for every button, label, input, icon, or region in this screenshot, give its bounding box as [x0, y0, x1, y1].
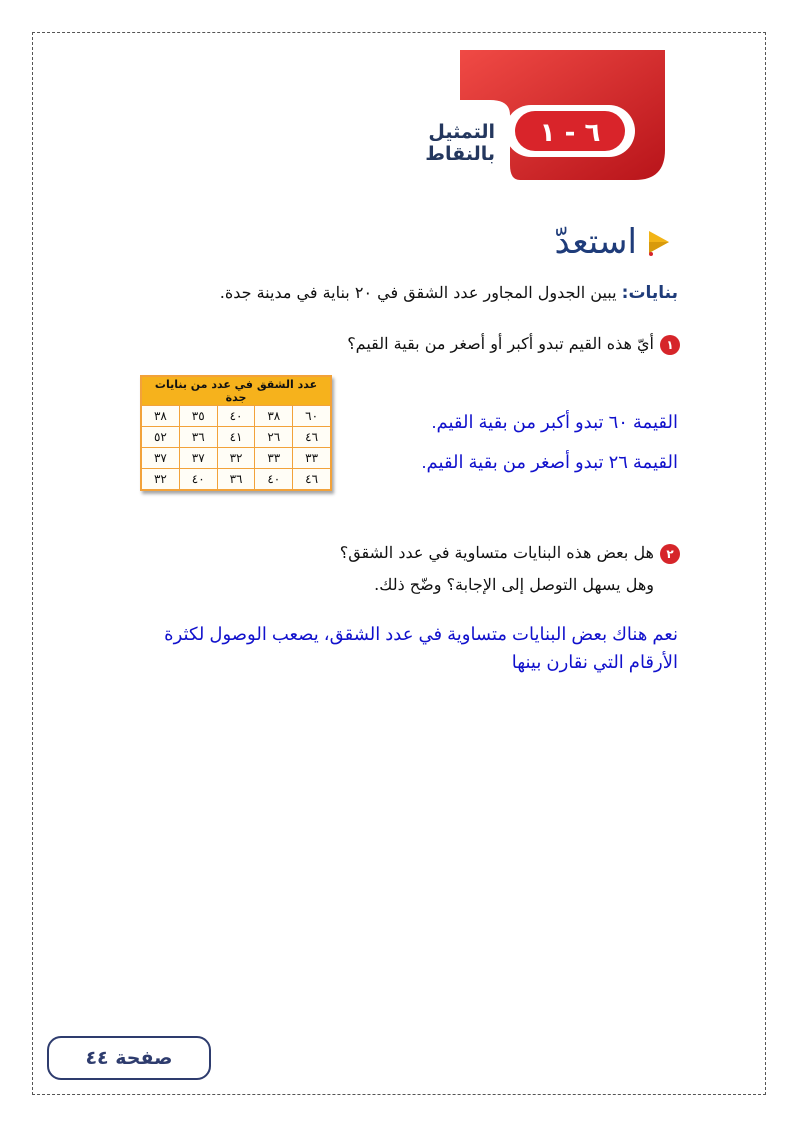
table-cell: ٣٦	[179, 427, 217, 448]
table-cell: ٣٢	[217, 448, 255, 469]
table-cell: ٣٨	[255, 406, 293, 427]
table-cell: ٤٠	[179, 469, 217, 491]
get-ready-heading	[555, 222, 673, 262]
page-number-box: صفحة ٤٤	[47, 1036, 211, 1080]
table-cell: ٣٦	[217, 469, 255, 491]
table-cell: ٦٠	[293, 406, 331, 427]
intro-text: يبين الجدول المجاور عدد الشقق في ٢٠ بناية في مدينة جدة.	[219, 283, 622, 302]
table-cell: ٤١	[217, 427, 255, 448]
answer-2: القيمة ٢٦ تبدو أصغر من بقية القيم.	[421, 452, 678, 472]
answer-3: نعم هناك بعض البنايات متساوية في عدد الشقق، يصعب الوصول لكثرة الأرقام التي نقارن بينها	[164, 624, 678, 672]
yellow-triangle-icon	[643, 227, 673, 257]
table-cell: ٣٨	[141, 406, 179, 427]
table-row	[141, 406, 331, 427]
lesson-title: التمثيل بالنقاط	[425, 121, 495, 165]
table-row	[141, 469, 331, 491]
table-cell: ٢٦	[255, 427, 293, 448]
question-2	[340, 537, 680, 601]
table-cell: ٣٣	[255, 448, 293, 469]
question-2-line-2: وهل يسهل التوصل إلى الإجابة؟ وضّح ذلك.	[374, 575, 654, 594]
table-cell: ٤٦	[293, 469, 331, 491]
question-1	[347, 334, 680, 355]
question-2-line-1	[340, 537, 680, 569]
table-cell: ٤٦	[293, 427, 331, 448]
lesson-number: ٦ - ١	[539, 118, 601, 148]
table-cell: ٤٠	[217, 406, 255, 427]
table-row	[141, 448, 331, 469]
table-cell: ٤٠	[255, 469, 293, 491]
question-1-number: ١	[660, 335, 680, 355]
answer-1: القيمة ٦٠ تبدو أكبر من بقية القيم.	[431, 412, 678, 432]
apartments-table	[140, 375, 332, 491]
intro-paragraph	[118, 283, 678, 303]
table-cell: ٣٢	[141, 469, 179, 491]
question-1-text: أيّ هذه القيم تبدو أكبر أو أصغر من بقية القيم؟	[347, 334, 654, 353]
table-cell: ٥٢	[141, 427, 179, 448]
question-2-number: ٢	[660, 544, 680, 564]
intro-keyword: بنايات:	[621, 283, 678, 303]
table-cell: ٣٧	[179, 448, 217, 469]
table-cell: ٣٥	[179, 406, 217, 427]
table-row	[141, 427, 331, 448]
get-ready-label: استعدّ	[554, 222, 637, 262]
table-cell: ٣٧	[141, 448, 179, 469]
table-cell: ٣٣	[293, 448, 331, 469]
question-2-text: هل بعض هذه البنايات متساوية في عدد الشقق؟	[339, 543, 654, 562]
table-header: عدد الشقق في عدد من بنايات جدة	[141, 376, 331, 406]
